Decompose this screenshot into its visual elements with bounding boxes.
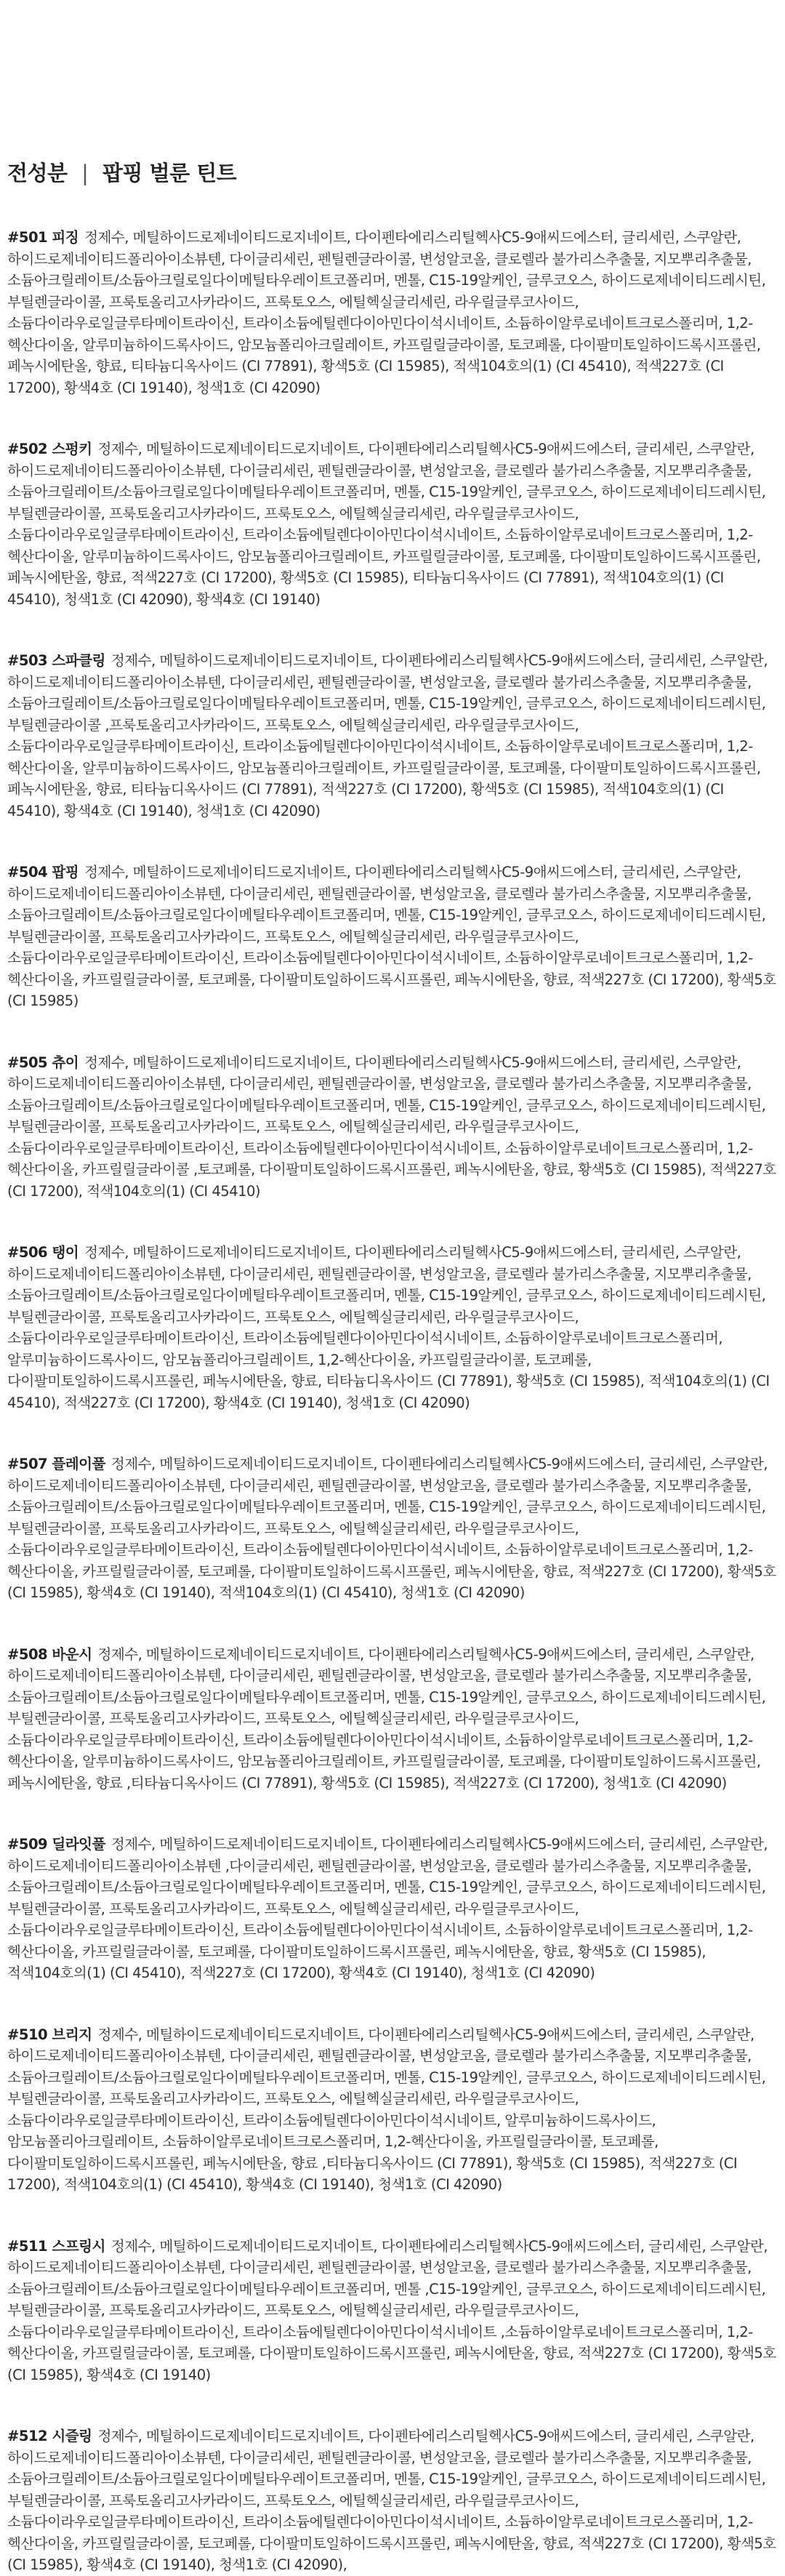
product-code: #504 팝핑 [7,864,79,880]
ingredient-text: 정제수, 메틸하이드로제네이티드로지네이트, 다이펜타에리스리틸헥사C5-9애씨드에스터, 글리세린, 스쿠알란, 하이드로제네이티드폴리아이소뷰텐, 다이글리세린, 펜틸렌글라이콜, 변성알코올, 클로렐라 불가리스추출물, 지모뿌리추출물, 소듐아크릴레이트/소듐아크릴로일다이메틸타우레이트코폴리머, 멘톨, C15-19알케인, 글루코오스, 하이드로제네이티드레시틴, 부틸렌글라이콜, 프룩토올리고사카라이드, 프룩토오스, 에틸헥실글리세린, 라우릴글루코사이드, 소듐다이라우로일글루타메이트라이신, 트라이소듐에틸렌다이아민다이석시네이트, 소듐하이알루로네이트크로스폴리머, 알루미늄하이드록사이드, 암모늄폴리아크릴레이트, 1,2-헥산다이올, 카프릴릴글라이콜, 토코페롤, 다이팔미토일하이드록시프롤린, 페녹시에탄올, 향료, 티타늄디옥사이드 (CI 77891), 황색5호 (CI 15985), 적색104호의(1) (CI 45410), 적색227호 (CI 17200), 황색4호 (CI 19140), 청색1호 (CI 42090) [7,1244,770,1411]
product-code: #509 딜라잇풀 [7,1836,105,1853]
ingredient-text: 정제수, 메틸하이드로제네이티드로지네이트, 다이펜타에리스리틸헥사C5-9애씨드에스터, 글리세린, 스쿠알란, 하이드로제네이티드폴리아이소뷰텐, 다이글리세린, 펜틸렌글라이콜, 변성알코올, 클로렐라 불가리스추출물, 지모뿌리추출물, 소듐아크릴레이트/소듐아크릴로일다이메틸타우레이트코폴리머, 멘톨, C15-19알케인, 글루코오스, 하이드로제네이티드레시틴, 부틸렌글라이콜 ,프룩토올리고사카라이드, 프룩토오스, 에틸헥실글리세린, 라우릴글루코사이드, 소듐다이라우로일글루타메이트라이신, 트라이소듐에틸렌다이아민다이석시네이트, 소듐하이알루로네이트크로스폴리머, 1,2-헥산다이올, 알루미늄하이드록사이드, 암모늄폴리아크릴레이트, 카프릴릴글라이콜, 토코페롤, 다이팔미토일하이드록시프롤린, 페녹시에탄올, 향료, 티타늄디옥사이드 (CI 77891), 적색227호 (CI 17200), 황색5호 (CI 15985), 적색104호의(1) (CI 45410), 황색4호 (CI 19140), 청색1호 (CI 42090) [7,652,768,819]
title-separator: | [81,161,89,185]
page-title [7,157,778,189]
product-code: #508 바운시 [7,1645,92,1663]
ingredient-text: 정제수, 메틸하이드로제네이티드로지네이트, 다이펜타에리스리틸헥사C5-9애씨드에스터, 글리세린, 스쿠알란, 하이드로제네이티드폴리아이소뷰텐, 다이글리세린, 펜틸렌글라이콜, 변성알코올, 클로렐라 불가리스추출물, 지모뿌리추출물, 소듐아크릴레이트/소듐아크릴로일다이메틸타우레이트코폴리머, 멘톨, C15-19알케인, 글루코오스, 하이드로제네이티드레시틴, 부틸렌글라이콜, 프룩토올리고사카라이드, 프룩토오스, 에틸헥실글리세린, 라우릴글루코사이드, 소듐다이라우로일글루타메이트라이신, 트라이소듐에틸렌다이아민다이석시네이트, 소듐하이알루로네이트크로스폴리머, 1,2-헥산다이올, 카프릴릴글라이콜, 토코페롤, 다이팔미토일하이드록시프롤린, 페녹시에탄올, 향료, 적색227호 (CI 17200), 황색5호 (CI 15985), 황색4호 (CI 19140), 적색104호의(1) (CI 45410), 청색1호 (CI 42090) [7,1456,776,1601]
product-code: #503 스파클링 [7,652,105,669]
product-ingredients-508 [7,1644,778,1794]
product-code: #510 브리지 [7,2026,92,2043]
product-code: #512 시즐링 [7,2428,92,2444]
product-code: #511 스프링시 [7,2237,105,2255]
page-title-product-line: 팝핑 벌룬 틴트 [102,161,237,185]
product-ingredients-505 [7,1052,778,1203]
product-ingredients-507 [7,1453,778,1604]
product-ingredients-509 [7,1834,778,1984]
ingredient-text: 정제수, 메틸하이드로제네이티드로지네이트, 다이펜타에리스리틸헥사C5-9애씨드에스터, 글리세린, 스쿠알란, 하이드로제네이티드폴리아이소뷰텐, 다이글리세린, 펜틸렌글라이콜, 변성알코올, 클로렐라 불가리스추출물, 지모뿌리추출물, 소듐아크릴레이트/소듐아크릴로일다이메틸타우레이트코폴리머, 멘톨, C15-19알케인, 글루코오스, 하이드로제네이티드레시틴, 부틸렌글라이콜, 프룩토올리고사카라이드, 프룩토오스, 에틸헥실글리세린, 라우릴글루코사이드, 소듐다이라우로일글루타메이트라이신, 트라이소듐에틸렌다이아민다이석시네이트, 소듐하이알루로네이트크로스폴리머, 1,2-헥산다이올, 카프릴릴글라이콜, 토코페롤, 다이팔미토일하이드록시프롤린, 페녹시에탄올, 향료, 적색227호 (CI 17200), 황색5호 (CI 15985) [7,864,776,1009]
ingredient-text: 정제수, 메틸하이드로제네이티드로지네이트, 다이펜타에리스리틸헥사C5-9애씨드에스터, 글리세린, 스쿠알란, 하이드로제네이티드폴리아이소뷰텐, 다이글리세린, 펜틸렌글라이콜, 변성알코올, 클로렐라 불가리스추출물, 지모뿌리추출물, 소듐아크릴레이트/소듐아크릴로일다이메틸타우레이트코폴리머, 멘톨, C15-19알케인, 글루코오스, 하이드로제네이티드레시틴, 부틸렌글라이콜, 프룩토올리고사카라이드, 프룩토오스, 에틸헥실글리세린, 라우릴글루코사이드, 소듐다이라우로일글루타메이트라이신, 트라이소듐에틸렌다이아민다이석시네이트, 소듐하이알루로네이트크로스폴리머, 1,2-헥산다이올, 알루미늄하이드록사이드, 암모늄폴리아크릴레이트, 카프릴릴글라이콜, 토코페롤, 다이팔미토일하이드록시프롤린, 페녹시에탄올, 향료, 적색227호 (CI 17200), 황색5호 (CI 15985), 티타늄디옥사이드 (CI 77891), 적색104호의(1) (CI 45410), 청색1호 (CI 42090), 황색4호 (CI 19140) [7,441,766,608]
ingredient-list [7,227,778,2576]
page-title-main: 전성분 [7,161,68,185]
ingredient-text: 정제수, 메틸하이드로제네이티드로지네이트, 다이펜타에리스리틸헥사C5-9애씨드에스터, 글리세린, 스쿠알란, 하이드로제네이티드폴리아이소뷰텐, 다이글리세린, 펜틸렌글라이콜, 변성알코올, 클로렐라 불가리스추출물, 지모뿌리추출물, 소듐아크릴레이트/소듐아크릴로일다이메틸타우레이트코폴리머, 멘톨, C15-19알케인, 글루코오스, 하이드로제네이티드레시틴, 부틸렌글라이콜, 프룩토올리고사카라이드, 프룩토오스, 에틸헥실글리세린, 라우릴글루코사이드, 소듐다이라우로일글루타메이트라이신, 트라이소듐에틸렌다이아민다이석시네이트, 소듐하이알루로네이트크로스폴리머, 1,2-헥산다이올, 알루미늄하이드록사이드, 암모늄폴리아크릴레이트, 카프릴릴글라이콜, 토코페롤, 다이팔미토일하이드록시프롤린, 페녹시에탄올, 향료 ,티타늄디옥사이드 (CI 77891), 황색5호 (CI 15985), 적색227호 (CI 17200), 청색1호 (CI 42090) [7,1645,766,1791]
product-ingredients-506 [7,1242,778,1413]
ingredient-text: 정제수, 메틸하이드로제네이티드로지네이트, 다이펜타에리스리틸헥사C5-9애씨드에스터, 글리세린, 스쿠알란, 하이드로제네이티드폴리아이소뷰텐, 다이글리세린, 펜틸렌글라이콜, 변성알코올, 클로렐라 불가리스추출물, 지모뿌리추출물, 소듐아크릴레이트/소듐아크릴로일다이메틸타우레이트코폴리머, 멘톨, C15-19알케인, 글루코오스, 하이드로제네이티드레시틴, 부틸렌글라이콜, 프룩토올리고사카라이드, 프룩토오스, 에틸헥실글리세린, 라우릴글루코사이드, 소듐다이라우로일글루타메이트라이신, 트라이소듐에틸렌다이아민다이석시네이트, 소듐하이알루로네이트크로스폴리머, 1,2-헥산다이올, 카프릴릴글라이콜 ,토코페롤, 다이팔미토일하이드록시프롤린, 페녹시에탄올, 향료, 황색5호 (CI 15985), 적색227호 (CI 17200), 적색104호의(1) (CI 45410) [7,1054,776,1200]
product-code: #506 탱이 [7,1244,79,1261]
product-ingredients-512 [7,2425,778,2576]
product-ingredients-501 [7,227,778,398]
product-code: #505 츄이 [7,1054,79,1071]
ingredient-text: 정제수, 메틸하이드로제네이티드로지네이트, 다이펜타에리스리틸헥사C5-9애씨드에스터, 글리세린, 스쿠알란, 하이드로제네이티드폴리아이소뷰텐, 다이글리세린, 펜틸렌글라이콜, 변성알코올, 클로렐라 불가리스추출물, 지모뿌리추출물, 소듐아크릴레이트/소듐아크릴로일다이메틸타우레이트코폴리머, 멘톨 ,C15-19알케인, 글루코오스, 하이드로제네이티드레시틴, 부틸렌글라이콜, 프룩토올리고사카라이드, 프룩토오스, 에틸헥실글리세린, 라우릴글루코사이드, 소듐다이라우로일글루타메이트라이신, 트라이소듐에틸렌다이아민다이석시네이트 ,소듐하이알루로네이트크로스폴리머, 1,2-헥산다이올, 카프릴릴글라이콜, 토코페롤, 다이팔미토일하이드록시프롤린, 페녹시에탄올, 향료, 적색227호 (CI 17200), 황색5호 (CI 15985), 황색4호 (CI 19140) [7,2237,776,2383]
ingredient-text: 정제수, 메틸하이드로제네이티드로지네이트, 다이펜타에리스리틸헥사C5-9애씨드에스터, 글리세린, 스쿠알란, 하이드로제네이티드폴리아이소뷰텐, 다이글리세린, 펜틸렌글라이콜, 변성알코올, 클로렐라 불가리스추출물, 지모뿌리추출물, 소듐아크릴레이트/소듐아크릴로일다이메틸타우레이트코폴리머, 멘톨, C15-19알케인, 글루코오스, 하이드로제네이티드레시틴, 부틸렌글라이콜, 프룩토올리고사카라이드, 프룩토오스, 에틸헥실글리세린, 라우릴글루코사이드, 소듐다이라우로일글루타메이트라이신, 트라이소듐에틸렌다이아민다이석시네이트, 소듐하이알루로네이트크로스폴리머, 1,2-헥산다이올, 알루미늄하이드록사이드, 암모늄폴리아크릴레이트, 카프릴릴글라이콜, 토코페롤, 다이팔미토일하이드록시프롤린, 페녹시에탄올, 향료, 티타늄디옥사이드 (CI 77891), 황색5호 (CI 15985), 적색104호의(1) (CI 45410), 적색227호 (CI 17200), 황색4호 (CI 19140), 청색1호 (CI 42090) [7,229,766,396]
product-ingredients-510 [7,2024,778,2196]
product-code: #507 플레이풀 [7,1456,105,1472]
product-ingredients-511 [7,2236,778,2386]
ingredient-text: 정제수, 메틸하이드로제네이티드로지네이트, 다이펜타에리스리틸헥사C5-9애씨드에스터, 글리세린, 스쿠알란, 하이드로제네이티드폴리아이소뷰텐, 다이글리세린, 펜틸렌글라이콜, 변성알코올, 클로렐라 불가리스추출물, 지모뿌리추출물, 소듐아크릴레이트/소듐아크릴로일다이메틸타우레이트코폴리머, 멘톨, C15-19알케인, 글루코오스, 하이드로제네이티드레시틴, 부틸렌글라이콜, 프룩토올리고사카라이드, 프룩토오스, 에틸헥실글리세린, 라우릴글루코사이드, 소듐다이라우로일글루타메이트라이신, 트라이소듐에틸렌다이아민다이석시네이트, 알루미늄하이드록사이드, 암모늄폴리아크릴레이트, 소듐하이알루로네이트크로스폴리머, 1,2-헥산다이올, 카프릴릴글라이콜, 토코페롤, 다이팔미토일하이드록시프롤린, 페녹시에탄올, 향료 ,티타늄디옥사이드 (CI 77891), 황색5호 (CI 15985), 적색227호 (CI 17200), 적색104호의(1) (CI 45410), 황색4호 (CI 19140), 청색1호 (CI 42090) [7,2026,766,2193]
ingredient-text: 정제수, 메틸하이드로제네이티드로지네이트, 다이펜타에리스리틸헥사C5-9애씨드에스터, 글리세린, 스쿠알란, 하이드로제네이티드폴리아이소뷰텐 ,다이글리세린, 펜틸렌글라이콜, 변성알코올, 클로렐라 불가리스추출물, 지모뿌리추출물, 소듐아크릴레이트/소듐아크릴로일다이메틸타우레이트코폴리머, 멘톨, C15-19알케인, 글루코오스, 하이드로제네이티드레시틴, 부틸렌글라이콜, 프룩토올리고사카라이드, 프룩토오스, 에틸헥실글리세린, 라우릴글루코사이드, 소듐다이라우로일글루타메이트라이신, 트라이소듐에틸렌다이아민다이석시네이트, 소듐하이알루로네이트크로스폴리머, 1,2-헥산다이올, 카프릴릴글라이콜, 토코페롤, 다이팔미토일하이드록시프롤린, 페녹시에탄올, 향료, 황색5호 (CI 15985), 적색104호의(1) (CI 45410), 적색227호 (CI 17200), 황색4호 (CI 19140), 청색1호 (CI 42090) [7,1836,768,1981]
product-code: #502 스펑키 [7,441,92,457]
product-code: #501 피징 [7,229,79,246]
product-ingredients-504 [7,862,778,1012]
ingredient-text: 정제수, 메틸하이드로제네이티드로지네이트, 다이펜타에리스리틸헥사C5-9애씨드에스터, 글리세린, 스쿠알란, 하이드로제네이티드폴리아이소뷰텐, 다이글리세린, 펜틸렌글라이콜, 변성알코올, 클로렐라 불가리스추출물, 지모뿌리추출물, 소듐아크릴레이트/소듐아크릴로일다이메틸타우레이트코폴리머, 멘톨, C15-19알케인, 글루코오스, 하이드로제네이티드레시틴, 부틸렌글라이콜, 프룩토올리고사카라이드, 프룩토오스, 에틸헥실글리세린, 라우릴글루코사이드, 소듐다이라우로일글루타메이트라이신, 트라이소듐에틸렌다이아민다이석시네이트, 소듐하이알루로네이트크로스폴리머, 1,2-헥산다이올, 카프릴릴글라이콜, 토코페롤, 다이팔미토일하이드록시프롤린, 페녹시에탄올, 향료, 적색227호 (CI 17200), 황색5호 (CI 15985), 황색4호 (CI 19140), 청색1호 (CI 42090), [7,2428,776,2573]
product-ingredients-503 [7,650,778,822]
product-ingredients-502 [7,438,778,610]
